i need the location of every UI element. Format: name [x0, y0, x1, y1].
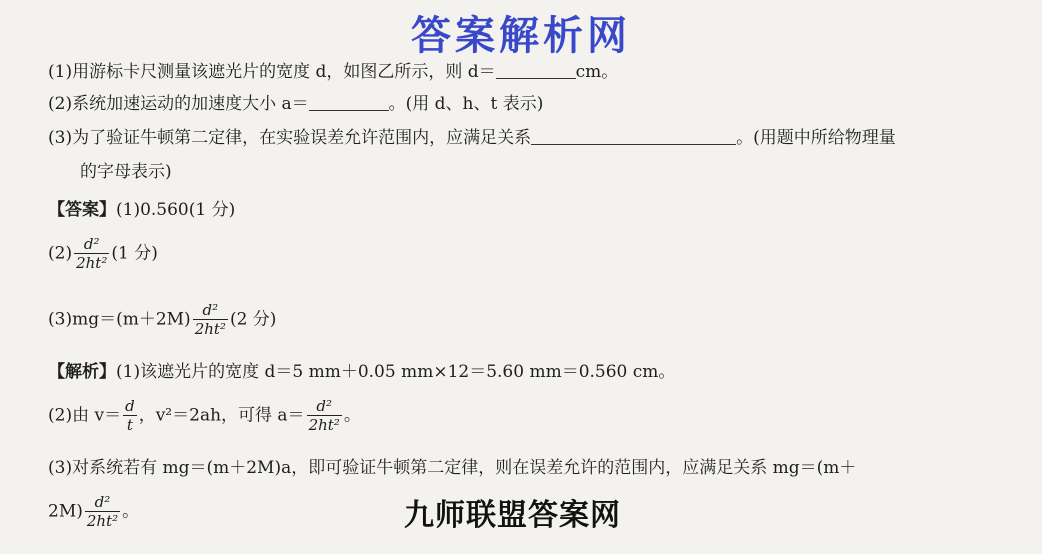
analysis-2-fraction-a [307, 398, 342, 434]
answer-2-fraction [74, 236, 109, 272]
question-2-tail: 。(用 d、h、t 表示) [388, 94, 544, 114]
answer-3-suffix: (2 分) [229, 309, 277, 330]
answer-line-3 [48, 302, 276, 338]
question-1-unit: cm。 [575, 62, 619, 82]
answer-2-prefix: (2) [48, 243, 73, 264]
analysis-label: 【解析】 [48, 362, 116, 382]
question-3-tail: 。(用题中所给物理量 [736, 128, 896, 148]
answer-blank-1 [496, 62, 576, 79]
answer-line-1 [48, 200, 235, 220]
fraction-denominator: t [123, 415, 137, 434]
analysis-2-c: 。 [343, 405, 361, 426]
fraction-numerator: d² [316, 397, 332, 415]
question-3-text: (3)为了验证牛顿第二定律，在实验误差允许范围内，应满足关系 [48, 128, 532, 148]
watermark-top: 答案解析网 [411, 13, 631, 59]
answer-2-suffix: (1 分) [111, 243, 158, 264]
analysis-line-1 [48, 362, 675, 382]
analysis-2-b: ，v²＝2ah，可得 a＝ [138, 405, 305, 426]
question-2-text: (2)系统加速运动的加速度大小 a＝ [48, 94, 309, 114]
question-1 [48, 62, 618, 82]
analysis-line-4 [48, 494, 139, 530]
analysis-4-a: 2M) [48, 501, 83, 522]
fraction-denominator: 2ht² [194, 319, 226, 338]
analysis-1: (1)该遮光片的宽度 d＝5 mm＋0.05 mm×12＝5.60 mm＝0.560 cm。 [116, 362, 676, 382]
answer-blank-3 [531, 128, 736, 145]
answer-blank-2 [309, 94, 389, 111]
fraction-numerator: d [125, 397, 135, 415]
answer-line-2 [48, 236, 158, 272]
analysis-line-2 [48, 398, 361, 434]
analysis-line-3: (3)对系统若有 mg＝(m＋2M)a，即可验证牛顿第二定律，则在误差允许的范围内，应满足关系 mg＝(m＋ [48, 458, 857, 478]
analysis-2-a: (2)由 v＝ [48, 405, 122, 426]
fraction-numerator: d² [202, 301, 219, 319]
fraction-numerator: d² [83, 235, 100, 253]
question-2 [48, 94, 543, 114]
answer-3-fraction [193, 302, 228, 338]
watermark-bottom: 九师联盟答案网 [404, 498, 621, 533]
question-1-text: (1)用游标卡尺测量该遮光片的宽度 d，如图乙所示，则 d＝ [48, 62, 496, 82]
analysis-4-b: 。 [122, 501, 140, 522]
analysis-2-fraction-v [123, 398, 137, 434]
analysis-4-fraction [85, 494, 120, 530]
fraction-denominator: 2ht² [76, 253, 108, 272]
fraction-denominator: 2ht² [308, 415, 340, 434]
answer-3-prefix: (3)mg＝(m＋2M) [48, 309, 191, 330]
question-3 [48, 128, 896, 148]
answer-1: (1)0.560(1 分) [116, 200, 236, 220]
fraction-denominator: 2ht² [86, 511, 119, 530]
answer-label: 【答案】 [48, 200, 116, 220]
question-3-continued: 的字母表示) [80, 162, 172, 182]
fraction-numerator: d² [94, 493, 111, 511]
